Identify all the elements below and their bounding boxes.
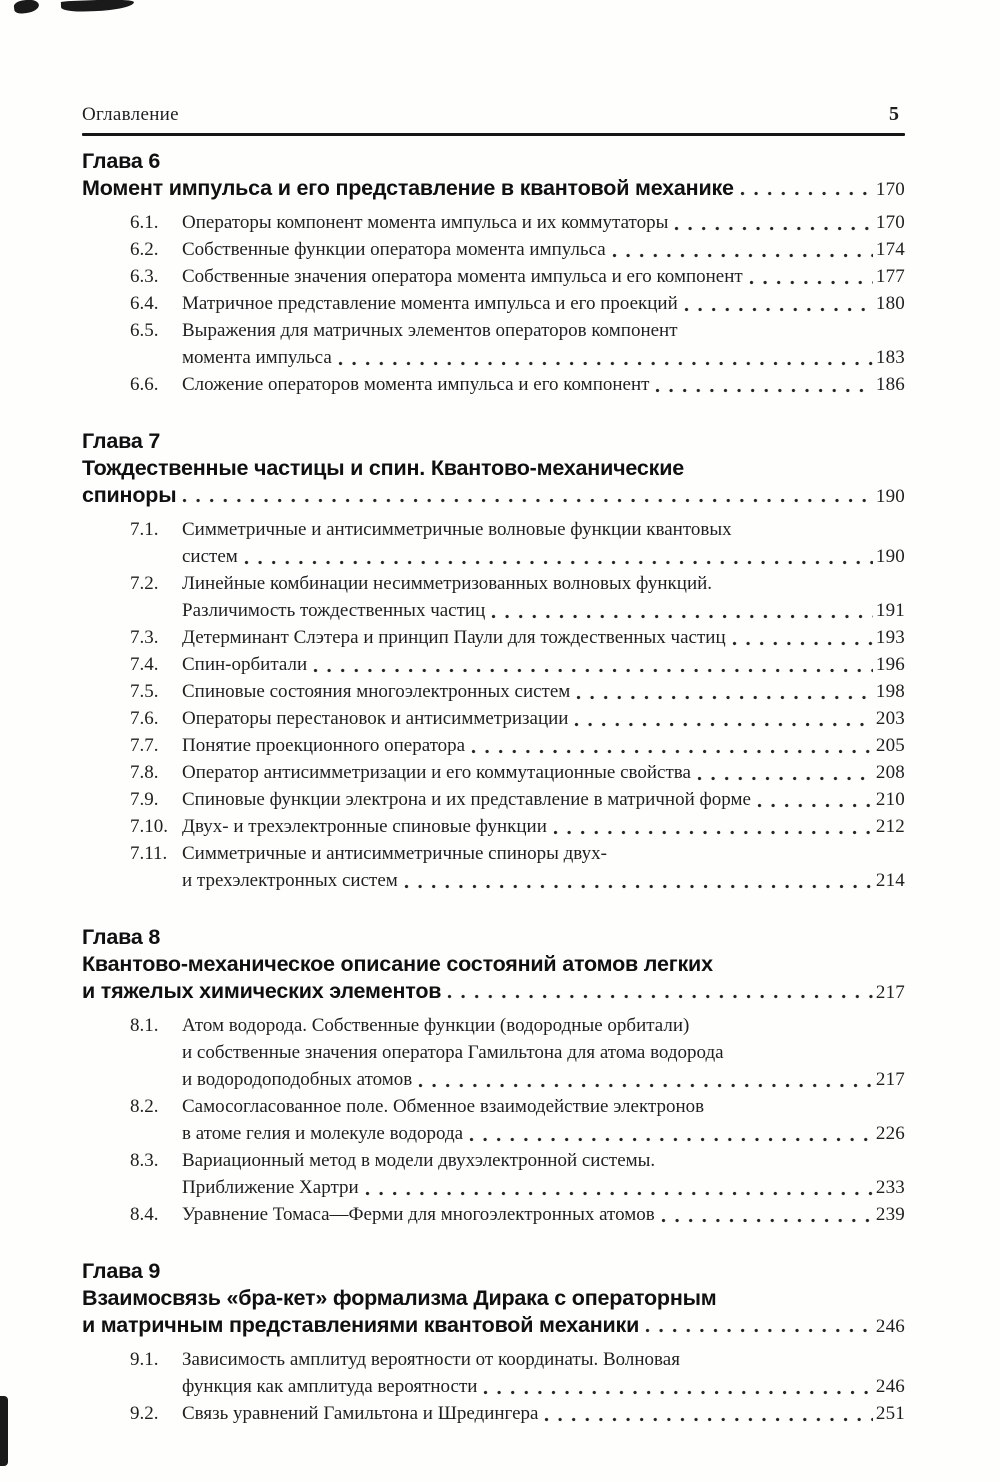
toc-entry-lastline <box>130 209 905 236</box>
dot-leader <box>576 695 873 700</box>
toc-item <box>82 1093 905 1147</box>
page-number: 214 <box>875 870 905 891</box>
toc-entry-lastline <box>182 1373 905 1400</box>
item-number: 8.2. <box>130 1096 159 1117</box>
chapter-label: Глава 7 <box>82 429 161 453</box>
dot-leader <box>674 226 873 231</box>
toc-entry-lastline <box>130 624 905 651</box>
toc-item-text: функция как амплитуда вероятности <box>182 1376 478 1397</box>
page-number: 246 <box>875 1316 905 1337</box>
toc-item-text: момента импульса <box>182 347 332 368</box>
chapter-title-line: Момент импульса и его представление в квантовой механике <box>82 176 734 200</box>
toc-item-text: и трехэлектронных систем <box>182 870 398 891</box>
item-number: 7.2. <box>130 573 159 594</box>
toc-item-text: 7.8. Оператор антисимметризации и его коммутационные свойства <box>182 759 691 786</box>
toc-entry-lastline <box>130 1201 905 1228</box>
page-number: 191 <box>875 600 905 621</box>
dot-leader <box>469 1137 873 1142</box>
dot-leader <box>574 722 872 727</box>
toc-item-text: 6.3. Собственные значения оператора момента импульса и его компонент <box>182 263 743 290</box>
page-number: 217 <box>875 982 905 1003</box>
dot-leader <box>365 1191 873 1196</box>
page-number: 239 <box>875 1204 905 1225</box>
toc-entry-lastline <box>130 290 905 317</box>
chapter-items <box>82 516 905 894</box>
chapter-section <box>82 1258 905 1427</box>
item-number: 7.1. <box>130 519 159 540</box>
toc-entry-lastline <box>130 705 905 732</box>
toc-item <box>82 840 905 894</box>
toc-item-text: 6.5. Выражения для матричных элементов операторов компонент <box>182 317 905 344</box>
chapter-title-line: Взаимосвязь «бра-кет» формализма Дирака с операторным <box>82 1286 717 1310</box>
dot-leader <box>749 280 873 285</box>
chapter-label: Глава 6 <box>82 149 161 173</box>
toc-item-text: и собственные значения оператора Гамильтона для атома водорода <box>182 1042 724 1063</box>
toc-item <box>82 263 905 290</box>
toc-item-text: 6.1. Операторы компонент момента импульса и их коммутаторы <box>182 209 668 236</box>
toc-item <box>82 1201 905 1228</box>
toc-item-text: 6.4. Матричное представление момента импульса и его проекций <box>182 290 678 317</box>
dot-leader <box>612 253 873 258</box>
toc-item <box>82 1147 905 1201</box>
page-number: 190 <box>875 486 905 507</box>
page-number: 203 <box>875 708 905 729</box>
item-number: 7.5. <box>130 681 159 702</box>
page-number: 208 <box>875 762 905 783</box>
page-number: 193 <box>875 627 905 648</box>
item-number: 7.10. <box>130 816 168 837</box>
toc-entry-lastline <box>130 786 905 813</box>
toc-entry-lastline <box>182 1120 905 1147</box>
toc-item-text: 7.1. Симметричные и антисимметричные волновые функции квантовых <box>182 516 905 543</box>
chapter-items <box>82 1012 905 1228</box>
page-number: 226 <box>875 1123 905 1144</box>
dot-leader <box>338 361 873 366</box>
item-number: 7.4. <box>130 654 159 675</box>
item-number: 6.6. <box>130 374 159 395</box>
toc-item-text: 9.2. Связь уравнений Гамильтона и Шредингера <box>182 1400 538 1427</box>
toc-entry-lastline <box>182 1174 905 1201</box>
dot-leader <box>655 388 872 393</box>
page-number: 198 <box>875 681 905 702</box>
toc-item <box>82 678 905 705</box>
toc-entry-lastline <box>130 813 905 840</box>
toc-item-text: 6.6. Сложение операторов момента импульса и его компонент <box>182 371 649 398</box>
toc-item <box>82 786 905 813</box>
toc-item-text: 8.2. Самосогласованное поле. Обменное взаимодействие электронов <box>182 1093 905 1120</box>
toc-item <box>82 1400 905 1427</box>
toc-item <box>82 1346 905 1400</box>
toc-item-text: 7.3. Детерминант Слэтера и принцип Паули для тождественных частиц <box>182 624 726 651</box>
toc-item-text: Различимость тождественных частиц <box>182 600 486 621</box>
toc-entry-lastline <box>82 1312 905 1339</box>
toc-item-text: 9.1. Зависимость амплитуд вероятности от координаты. Волновая <box>182 1346 905 1373</box>
chapter-section <box>82 428 905 894</box>
dot-leader <box>645 1328 873 1333</box>
page-number: 210 <box>875 789 905 810</box>
item-number: 7.7. <box>130 735 159 756</box>
item-number: 6.5. <box>130 320 159 341</box>
toc-item-text: 6.2. Собственные функции оператора момента импульса <box>182 236 606 263</box>
chapters-list <box>82 148 905 1427</box>
item-number: 8.4. <box>130 1204 159 1225</box>
toc-item-text: 7.7. Понятие проекционного оператора <box>182 732 465 759</box>
toc-item <box>82 1012 905 1093</box>
scan-artifact-left-edge <box>0 1396 8 1466</box>
toc-item <box>82 570 905 624</box>
toc-item <box>82 813 905 840</box>
toc-item-text: систем <box>182 546 238 567</box>
dot-leader <box>447 994 873 999</box>
item-number: 6.4. <box>130 293 159 314</box>
item-number: 9.2. <box>130 1403 159 1424</box>
toc-item-text: в атоме гелия и молекуле водорода <box>182 1123 464 1144</box>
page-number-header: 5 <box>889 103 899 125</box>
dot-leader <box>544 1417 872 1422</box>
toc-entry-lastline <box>182 543 905 570</box>
toc-item <box>82 705 905 732</box>
chapter-section <box>82 924 905 1228</box>
item-number: 6.3. <box>130 266 159 287</box>
chapter-title-line: спиноры <box>82 483 177 507</box>
page-number: 217 <box>875 1069 905 1090</box>
dot-leader <box>491 614 873 619</box>
scan-artifact-top <box>61 0 134 12</box>
item-number: 7.11. <box>130 843 168 864</box>
toc-item <box>82 651 905 678</box>
chapter-label: Глава 8 <box>82 925 161 949</box>
header-rule <box>82 133 905 136</box>
toc-item-text: 7.2. Линейные комбинации несимметризованных волновых функций. <box>182 570 905 597</box>
toc-entry-lastline <box>82 175 905 202</box>
page-number: 186 <box>875 374 905 395</box>
toc-entry-lastline <box>130 651 905 678</box>
toc-item <box>82 317 905 371</box>
page-number: 177 <box>875 266 905 287</box>
running-title: Оглавление <box>82 104 179 125</box>
page-number: 183 <box>875 347 905 368</box>
item-number: 7.3. <box>130 627 159 648</box>
toc-entry-lastline <box>130 371 905 398</box>
toc-item-text: 7.10. Двух- и трехэлектронные спиновые функции <box>182 813 547 840</box>
toc-item-text: 7.11. Симметричные и антисимметричные спиноры двух- <box>182 840 905 867</box>
chapter-items <box>82 1346 905 1427</box>
dot-leader <box>553 830 873 835</box>
page-number: 251 <box>875 1403 905 1424</box>
toc-item <box>82 371 905 398</box>
page-number: 170 <box>875 212 905 233</box>
toc-entry-lastline <box>182 597 905 624</box>
toc-item-text: Приближение Хартри <box>182 1177 359 1198</box>
page-number: 190 <box>875 546 905 567</box>
item-number: 9.1. <box>130 1349 159 1370</box>
chapter-title <box>82 175 905 202</box>
toc-item-text: 7.6. Операторы перестановок и антисимметризации <box>182 705 568 732</box>
page-number: 233 <box>875 1177 905 1198</box>
toc-entry-lastline <box>130 759 905 786</box>
dot-leader <box>483 1390 872 1395</box>
toc-item <box>82 290 905 317</box>
toc-entry-lastline <box>82 482 905 509</box>
dot-leader <box>684 307 873 312</box>
toc-entry-lastline <box>130 263 905 290</box>
page-number: 205 <box>875 735 905 756</box>
scan-artifact-top-left <box>13 0 39 14</box>
item-number: 7.9. <box>130 789 159 810</box>
dot-leader <box>757 803 873 808</box>
toc-item <box>82 516 905 570</box>
chapter-title-line: и тяжелых химических элементов <box>82 979 442 1003</box>
toc-item-text: 8.3. Вариационный метод в модели двухэлектронной системы. <box>182 1147 905 1174</box>
toc-entry-lastline <box>182 1066 905 1093</box>
item-number: 6.1. <box>130 212 159 233</box>
toc-item-text: 8.4. Уравнение Томаса—Ферми для многоэлектронных атомов <box>182 1201 655 1228</box>
dot-leader <box>732 641 873 646</box>
toc-item <box>82 209 905 236</box>
dot-leader <box>182 498 873 503</box>
dot-leader <box>313 668 873 673</box>
chapter-label: Глава 9 <box>82 1259 161 1283</box>
chapter-title <box>82 951 905 1005</box>
page-number: 180 <box>875 293 905 314</box>
item-number: 6.2. <box>130 239 159 260</box>
page-number: 246 <box>875 1376 905 1397</box>
item-number: 7.6. <box>130 708 159 729</box>
toc-entry-lastline <box>130 236 905 263</box>
toc-entry-lastline <box>130 678 905 705</box>
page-number: 196 <box>875 654 905 675</box>
toc-item-text: 7.5. Спиновые состояния многоэлектронных систем <box>182 678 570 705</box>
dot-leader <box>404 884 873 889</box>
page-header <box>82 103 905 126</box>
page-number: 212 <box>875 816 905 837</box>
chapter-title-line: и матричным представлениями квантовой механики <box>82 1313 640 1337</box>
chapter-title-line: Тождественные частицы и спин. Квантово-механические <box>82 456 684 480</box>
toc-entry-lastline <box>182 344 905 371</box>
toc-entry-lastline <box>130 1400 905 1427</box>
toc-entry-lastline <box>182 867 905 894</box>
page-number: 174 <box>875 239 905 260</box>
dot-leader <box>418 1083 873 1088</box>
dot-leader <box>661 1218 873 1223</box>
dot-leader <box>697 776 873 781</box>
dot-leader <box>471 749 873 754</box>
toc-item <box>82 624 905 651</box>
item-number: 8.1. <box>130 1015 159 1036</box>
toc-entry-lastline <box>82 978 905 1005</box>
toc-entry-lastline <box>130 732 905 759</box>
chapter-title-line: Квантово-механическое описание состояний атомов легких <box>82 952 713 976</box>
toc-item-text: и водородоподобных атомов <box>182 1069 413 1090</box>
chapter-title <box>82 455 905 509</box>
dot-leader <box>244 560 873 565</box>
toc-item-text: 8.1. Атом водорода. Собственные функции (водородные орбитали) <box>182 1012 905 1039</box>
chapter-items <box>82 209 905 398</box>
chapter-section <box>82 148 905 398</box>
toc-item-text: 7.9. Спиновые функции электрона и их представление в матричной форме <box>182 786 751 813</box>
toc-item <box>82 759 905 786</box>
toc-item-text: 7.4. Спин-орбитали <box>182 651 307 678</box>
page-number: 170 <box>875 179 905 200</box>
dot-leader <box>740 191 873 196</box>
item-number: 8.3. <box>130 1150 159 1171</box>
chapter-title <box>82 1285 905 1339</box>
toc-item <box>82 236 905 263</box>
toc-item <box>82 732 905 759</box>
item-number: 7.8. <box>130 762 159 783</box>
